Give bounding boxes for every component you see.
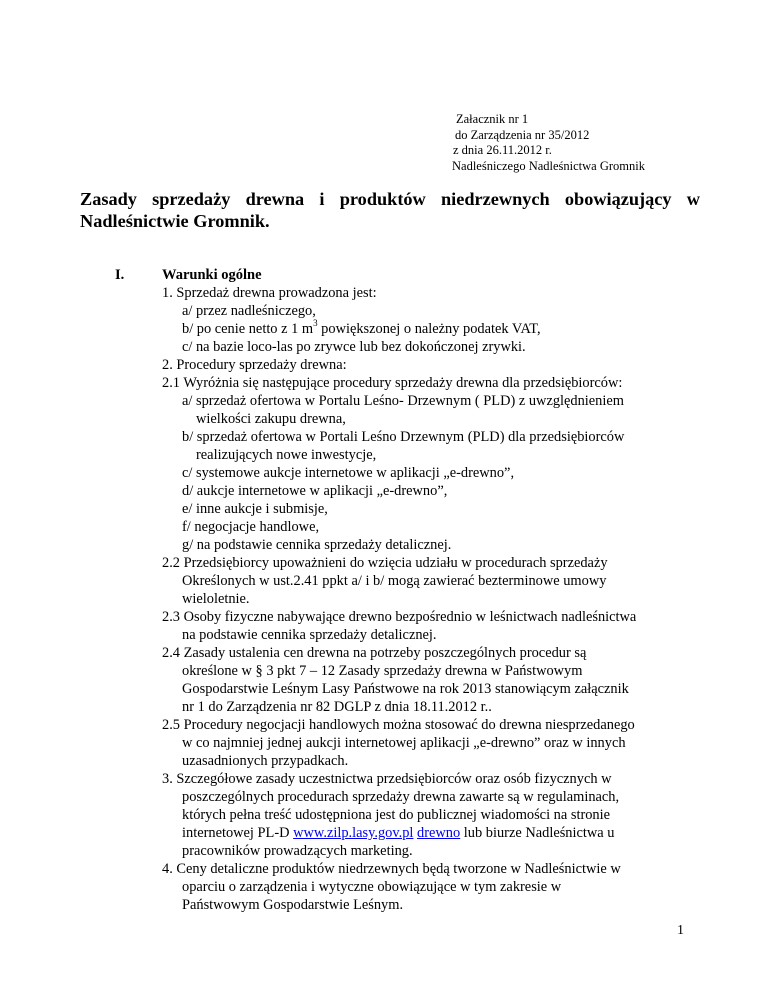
- list-item: 2.3 Osoby fizyczne nabywające drewno bezpośrednio w leśnictwach nadleśnictwa: [162, 609, 637, 625]
- list-item: a/ przez nadleśniczego,: [182, 303, 316, 319]
- title-line-2: Nadleśnictwie Gromnik.: [80, 211, 270, 231]
- list-item: realizujących nowe inwestycje,: [196, 447, 377, 463]
- list-item: Określonych w ust.2.41 ppkt a/ i b/ mogą zawierać bezterminowe umowy: [182, 573, 607, 589]
- list-item-text: powiększonej o należny podatek VAT,: [317, 321, 541, 337]
- attachment-line-4: Nadleśniczego Nadleśnictwa Gromnik: [452, 158, 645, 173]
- list-item: 2.2 Przedsiębiorcy upoważnieni do wzięcia udziału w procedurach sprzedaży: [162, 555, 608, 571]
- list-item: d/ aukcje internetowe w aplikacji „e-drewno”,: [182, 483, 448, 499]
- list-item: 4. Ceny detaliczne produktów niedrzewnych będą tworzone w Nadleśnictwie w: [162, 861, 621, 877]
- list-item: wieloletnie.: [182, 591, 250, 607]
- list-item: 1. Sprzedaż drewna prowadzona jest:: [162, 285, 377, 301]
- list-item: 3. Szczegółowe zasady uczestnictwa przedsiębiorców oraz osób fizycznych w: [162, 771, 612, 787]
- attachment-line-3: z dnia 26.11.2012 r.: [453, 143, 552, 157]
- list-item: f/ negocjacje handlowe,: [182, 519, 320, 535]
- superscript: 3: [313, 318, 318, 329]
- section-heading: Warunki ogólne: [162, 267, 262, 283]
- list-item: c/ systemowe aukcje internetowe w aplikacji „e-drewno”,: [182, 465, 515, 481]
- attachment-line-2: do Zarządzenia nr 35/2012: [455, 127, 590, 142]
- list-item: Państwowym Gospodarstwie Leśnym.: [182, 897, 404, 913]
- list-item: na podstawie cennika sprzedaży detalicznej.: [182, 627, 437, 643]
- list-item-text: internetowej PL-D: [182, 825, 294, 841]
- attachment-line-1: Załacznik nr 1: [456, 112, 529, 126]
- list-item: b/ sprzedaż ofertowa w Portali Leśno Drzewnym (PLD) dla przedsiębiorców: [182, 429, 625, 445]
- website-link[interactable]: www.zilp.lasy.gov.pl: [293, 825, 414, 841]
- list-item: g/ na podstawie cennika sprzedaży detalicznej.: [182, 537, 452, 553]
- list-item-text: b/ po cenie netto z 1 m: [182, 321, 314, 337]
- list-item: [182, 825, 614, 843]
- list-item: c/ na bazie loco-las po zrywce lub bez dokończonej zrywki.: [182, 339, 526, 355]
- page-number: 1: [677, 923, 684, 938]
- list-item: a/ sprzedaż ofertowa w Portalu Leśno- Drzewnym ( PLD) z uwzględnieniem: [182, 393, 624, 409]
- list-item-text: lub biurze Nadleśnictwa u: [460, 825, 615, 841]
- list-item: uzasadnionych przypadkach.: [182, 753, 349, 769]
- list-item: których pełna treść udostępniona jest do publicznej wiadomości na stronie: [182, 807, 611, 823]
- list-item: pracowników prowadzących marketing.: [182, 843, 413, 859]
- section-number: I.: [115, 267, 125, 283]
- drewno-link[interactable]: drewno: [417, 825, 461, 841]
- list-item: Gospodarstwie Leśnym Lasy Państwowe na rok 2013 stanowiącym załącznik: [182, 681, 629, 697]
- list-item: e/ inne aukcje i submisje,: [182, 501, 328, 517]
- document-title: [80, 188, 700, 232]
- list-item: określone w § 3 pkt 7 – 12 Zasady sprzedaży drewna w Państwowym: [182, 663, 583, 679]
- attachment-note: [452, 112, 645, 174]
- list-item: 2.5 Procedury negocjacji handlowych można stosować do drewna niesprzedanego: [162, 717, 635, 733]
- list-item: w co najmniej jednej aukcji internetowej aplikacji „e-drewno” oraz w innych: [182, 735, 626, 751]
- list-item: [182, 318, 541, 339]
- title-line-1: Zasady sprzedaży drewna i produktów niedrzewnych obowiązujący w: [80, 189, 700, 209]
- list-item: nr 1 do Zarządzenia nr 82 DGLP z dnia 18.11.2012 r..: [182, 699, 492, 715]
- list-item: oparciu o zarządzenia i wytyczne obowiązujące w tym zakresie w: [182, 879, 562, 895]
- list-item: poszczególnych procedurach sprzedaży drewna zawarte są w regulaminach,: [182, 789, 620, 805]
- list-item: 2. Procedury sprzedaży drewna:: [162, 357, 347, 373]
- list-item: wielkości zakupu drewna,: [196, 411, 346, 427]
- list-item: 2.4 Zasady ustalenia cen drewna na potrzeby poszczególnych procedur są: [162, 645, 587, 661]
- list-item: 2.1 Wyróżnia się następujące procedury sprzedaży drewna dla przedsiębiorców:: [162, 375, 623, 391]
